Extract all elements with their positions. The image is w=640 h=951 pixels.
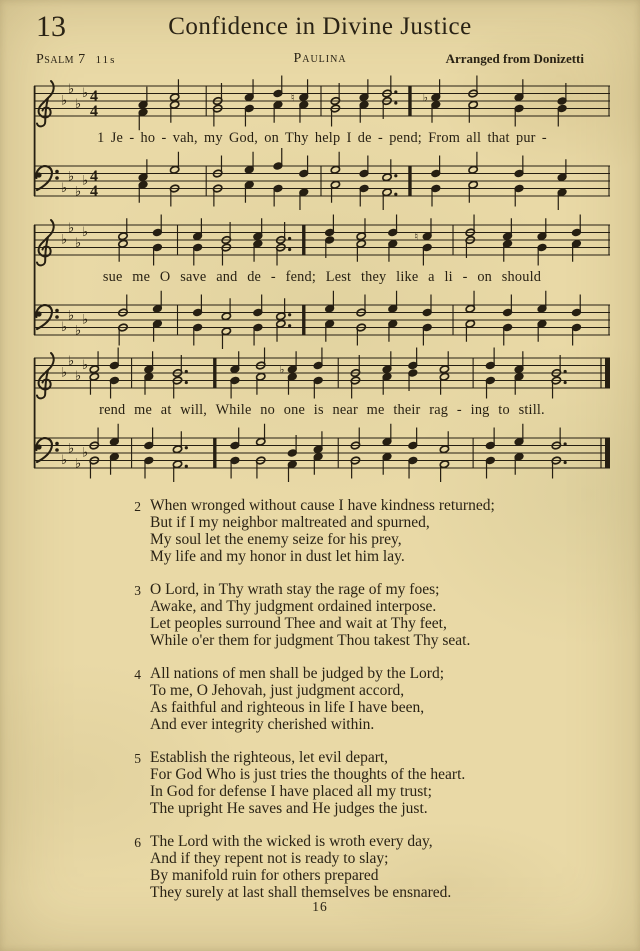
verse xyxy=(119,833,495,901)
meta-row xyxy=(0,51,640,69)
verse-line: My life and my honor in dust let him lay. xyxy=(150,548,405,565)
music-system-1 xyxy=(30,74,614,210)
augmentation-dot xyxy=(288,237,291,240)
augmentation-dot xyxy=(288,324,291,327)
flat-icon: ♭ xyxy=(82,445,89,461)
verse-line: The upright He saves and He judges the just. xyxy=(150,800,428,817)
augmentation-dot xyxy=(185,370,188,373)
augmentation-dot xyxy=(564,381,567,384)
verse-line: When wronged without cause I have kindness returned; xyxy=(150,497,495,514)
verse-line: O Lord, in Thy wrath stay the rage of my foes; xyxy=(150,581,440,598)
verse-line: For God Who is just tries the thoughts of the heart. xyxy=(150,766,466,783)
verse-line: But if I my neighbor maltreated and spurned, xyxy=(150,514,430,531)
verse-number: 4 xyxy=(134,667,141,682)
flat-icon: ♭ xyxy=(82,85,89,101)
flat-icon: ♭ xyxy=(61,452,68,468)
augmentation-dot xyxy=(394,101,397,104)
augmentation-dot xyxy=(394,193,397,196)
flat-icon: ♭ xyxy=(82,173,89,189)
verse-line: While o'er them for judgment Thou takest Thy seat. xyxy=(150,632,471,649)
augmentation-dot xyxy=(564,370,567,373)
flat-icon: ♭ xyxy=(82,357,89,373)
music-lyric-line: 1 Je - ho - vah, my God, on Thy help I de - pend; From all that pur - xyxy=(97,130,547,146)
verse-line: To me, O Jehovah, just judgment accord, xyxy=(150,682,405,699)
tune-name: Paulina xyxy=(293,51,347,66)
verse-line: They surely at last shall themselves be ensnared. xyxy=(150,884,452,901)
music-lyric-line: rend me at will, While no one is near me their rag - ing to still. xyxy=(99,402,545,418)
augmentation-dot xyxy=(288,248,291,251)
verse xyxy=(119,581,495,649)
verse xyxy=(119,497,495,565)
time-signature: 4 xyxy=(90,88,98,105)
arranger-credit: Arranged from Donizetti xyxy=(445,51,584,66)
time-signature: 4 xyxy=(90,168,98,185)
augmentation-dot xyxy=(185,381,188,384)
augmentation-dot xyxy=(564,442,567,445)
flat-icon: ♭ xyxy=(82,224,89,240)
flat-icon: ♭ xyxy=(422,90,429,104)
music-notation-svg xyxy=(30,346,614,482)
verse-line: And ever integrity cherished within. xyxy=(150,716,375,733)
verse-number: 3 xyxy=(134,583,141,598)
verse-line: And if they repent not is ready to slay; xyxy=(150,850,389,867)
flat-icon: ♭ xyxy=(68,221,75,237)
meter-label: 11s xyxy=(95,54,117,66)
flat-icon: ♭ xyxy=(75,97,82,113)
flat-icon: ♭ xyxy=(75,236,82,252)
psalm-label: Psalm 7 xyxy=(36,52,86,67)
flat-icon: ♭ xyxy=(61,93,68,109)
flat-icon: ♭ xyxy=(279,362,285,376)
augmentation-dot xyxy=(394,90,397,93)
flat-icon: ♭ xyxy=(75,369,82,385)
page-title: Confidence in Divine Justice xyxy=(168,13,472,40)
verse-lines xyxy=(150,749,465,817)
verse-number: 6 xyxy=(134,835,141,850)
flat-icon: ♭ xyxy=(68,354,75,370)
verse-line: Awake, and Thy judgment ordained interpose. xyxy=(150,598,437,615)
flat-icon: ♭ xyxy=(82,312,89,328)
music-notation-svg xyxy=(30,213,614,349)
verse-line: All nations of men shall be judged by the Lord; xyxy=(150,665,445,682)
verse-number: 2 xyxy=(134,499,141,514)
flat-icon: ♭ xyxy=(61,232,68,248)
flat-icon: ♭ xyxy=(61,365,68,381)
time-signature: 4 xyxy=(90,183,98,200)
verse-lines xyxy=(150,497,495,565)
verse-line: By manifold ruin for others prepared xyxy=(150,867,379,884)
verse-line: As faithful and righteous in life I have been, xyxy=(150,699,425,716)
flat-icon: ♭ xyxy=(68,441,75,457)
verses-block xyxy=(119,497,495,917)
verse-lines xyxy=(150,833,451,901)
music-lyric-line: sue me O save and de - fend; Lest they like a li - on should xyxy=(102,269,542,285)
verse xyxy=(119,665,495,733)
verse-number: 5 xyxy=(134,751,141,766)
augmentation-dot xyxy=(394,174,397,177)
hymn-number: 13 xyxy=(36,10,66,43)
music-system-2 xyxy=(30,213,614,349)
flat-icon: ♭ xyxy=(68,169,75,185)
flat-icon: ♭ xyxy=(75,184,82,200)
natural-icon: ♮ xyxy=(290,90,295,104)
flat-icon: ♭ xyxy=(68,308,75,324)
augmentation-dot xyxy=(185,465,188,468)
flat-icon: ♭ xyxy=(68,82,75,98)
verse-lines xyxy=(150,581,470,649)
augmentation-dot xyxy=(564,461,567,464)
verse-line: My soul let the enemy seize for his prey, xyxy=(150,531,402,548)
flat-icon: ♭ xyxy=(75,456,82,472)
flat-icon: ♭ xyxy=(61,180,68,196)
verse-line: In God for defense I have placed all my trust; xyxy=(150,783,432,800)
verse-lines xyxy=(150,665,444,733)
verse xyxy=(119,749,495,817)
time-signature: 4 xyxy=(90,103,98,120)
page-number: 16 xyxy=(312,899,328,914)
augmentation-dot xyxy=(185,446,188,449)
verse-line: Establish the righteous, let evil depart, xyxy=(150,749,389,766)
augmentation-dot xyxy=(288,313,291,316)
verse-line: The Lord with the wicked is wroth every day, xyxy=(150,833,433,850)
flat-icon: ♭ xyxy=(61,319,68,335)
flat-icon: ♭ xyxy=(75,323,82,339)
natural-icon: ♮ xyxy=(414,229,419,243)
music-system-3 xyxy=(30,346,614,482)
music-notation-svg xyxy=(30,74,614,210)
verse-line: Let peoples surround Thee and wait at Thy feet, xyxy=(150,615,447,632)
